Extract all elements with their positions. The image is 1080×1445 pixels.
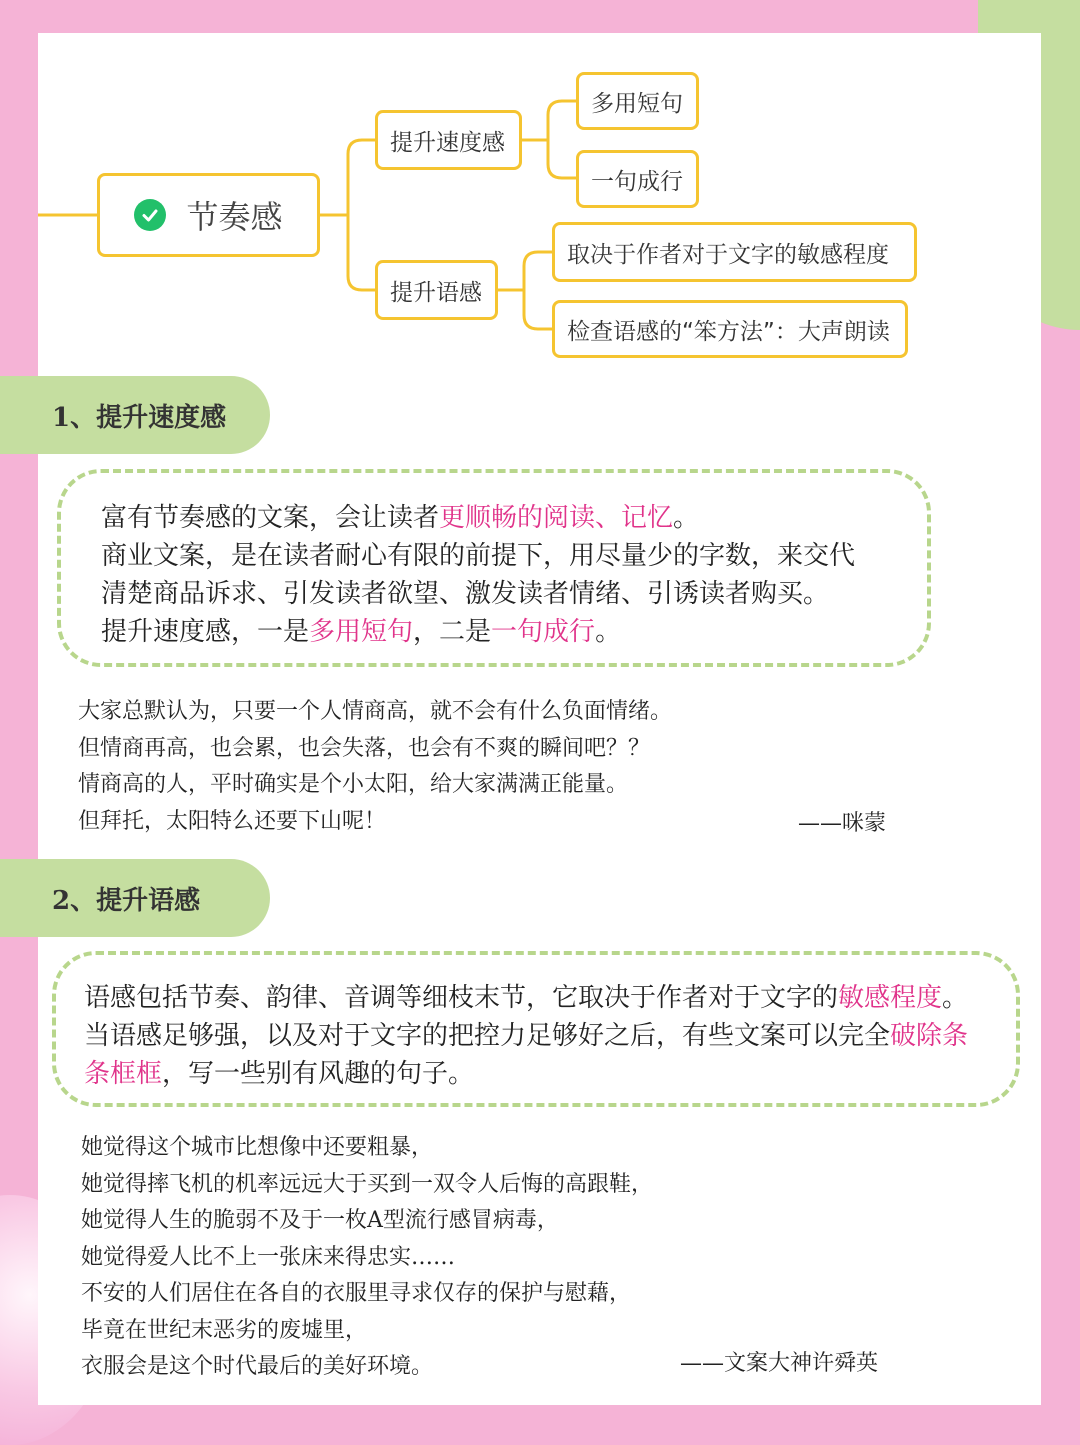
quote-line: 但情商再高，也会累，也会失落，也会有不爽的瞬间吧？？	[78, 735, 651, 761]
mindmap-root-label: 节奏感	[186, 198, 283, 236]
highlight-text: 敏感程度	[838, 983, 943, 1013]
callout-line: 富有节奏感的文案，会让读者更顺畅的阅读、记忆。	[101, 503, 700, 533]
highlight-text: 多用短句	[309, 617, 414, 647]
callout-line: 条框框，写一些别有风趣的句子。	[84, 1059, 475, 1089]
mindmap-leaf-label: 取决于作者对于文字的敏感程度	[567, 241, 889, 268]
mindmap-leaf-label: 一句成行	[591, 168, 683, 195]
highlight-text: 一句成行	[491, 617, 596, 647]
mindmap-branch-speed	[375, 110, 522, 170]
mindmap-leaf-one-line	[576, 150, 699, 208]
section1-author: ——咪蒙	[798, 811, 887, 836]
quote-line: 毕竟在世纪末恶劣的废墟里，	[81, 1317, 368, 1343]
mindmap-branch-label: 提升速度感	[390, 129, 505, 156]
section1-quote	[78, 694, 672, 840]
section2-title: 2、提升语感	[52, 885, 201, 916]
callout-line: 提升速度感，一是多用短句，二是一句成行。	[101, 617, 622, 647]
section2-quote	[81, 1130, 653, 1386]
quote-line: 大家总默认为，只要一个人情商高，就不会有什么负面情绪。	[78, 699, 673, 724]
callout-line: 语感包括节奏、韵律、音调等细枝末节，它取决于作者对于文字的敏感程度。	[84, 983, 969, 1013]
mindmap-root-node	[97, 173, 320, 257]
quote-line: 她觉得爱人比不上一张床来得忠实……	[81, 1244, 456, 1270]
mindmap-leaf-sensitivity	[552, 222, 917, 282]
section2-header	[0, 859, 270, 937]
highlight-text: 破除条	[890, 1021, 969, 1051]
quote-line: 但拜托，太阳特么还要下山呢！	[78, 808, 387, 834]
highlight-text: 更顺畅的阅读、记忆	[439, 503, 674, 533]
quote-line: 她觉得人生的脆弱不及于一枚A型流行感冒病毒，	[81, 1208, 559, 1233]
section1-title: 1、提升速度感	[52, 402, 227, 433]
section1-header	[0, 376, 270, 454]
callout-line: 商业文案，是在读者耐心有限的前提下，用尽量少的字数，来交代	[101, 541, 856, 571]
check-circle-icon	[134, 199, 166, 231]
highlight-text: 条框框	[84, 1059, 163, 1089]
mindmap-leaf-label: 多用短句	[591, 90, 683, 117]
mindmap-leaf-read-aloud	[552, 300, 908, 358]
mindmap-leaf-label: 检查语感的“笨方法”：大声朗读	[567, 318, 890, 345]
callout-line: 当语感足够强，以及对于文字的把控力足够好之后，有些文案可以完全破除条	[84, 1021, 969, 1051]
quote-line: 她觉得这个城市比想像中还要粗暴，	[81, 1135, 434, 1160]
section2-author: ——文案大神许舜英	[680, 1351, 879, 1376]
callout-line: 清楚商品诉求、引发读者欲望、激发读者情绪、引诱读者购买。	[101, 579, 830, 609]
quote-line: 情商高的人，平时确实是个小太阳，给大家满满正能量。	[78, 772, 629, 797]
quote-line: 她觉得摔飞机的机率远远大于买到一双令人后悔的高跟鞋，	[81, 1171, 654, 1197]
section1-callout	[57, 469, 931, 667]
mindmap-leaf-short-sentences	[576, 72, 699, 130]
mindmap-branch-sense	[375, 260, 498, 320]
mindmap-branch-label: 提升语感	[390, 279, 482, 306]
section2-callout	[52, 951, 1020, 1107]
quote-line: 衣服会是这个时代最后的美好环境。	[81, 1354, 434, 1379]
quote-line: 不安的人们居住在各自的衣服里寻求仅存的保护与慰藉，	[81, 1281, 632, 1306]
